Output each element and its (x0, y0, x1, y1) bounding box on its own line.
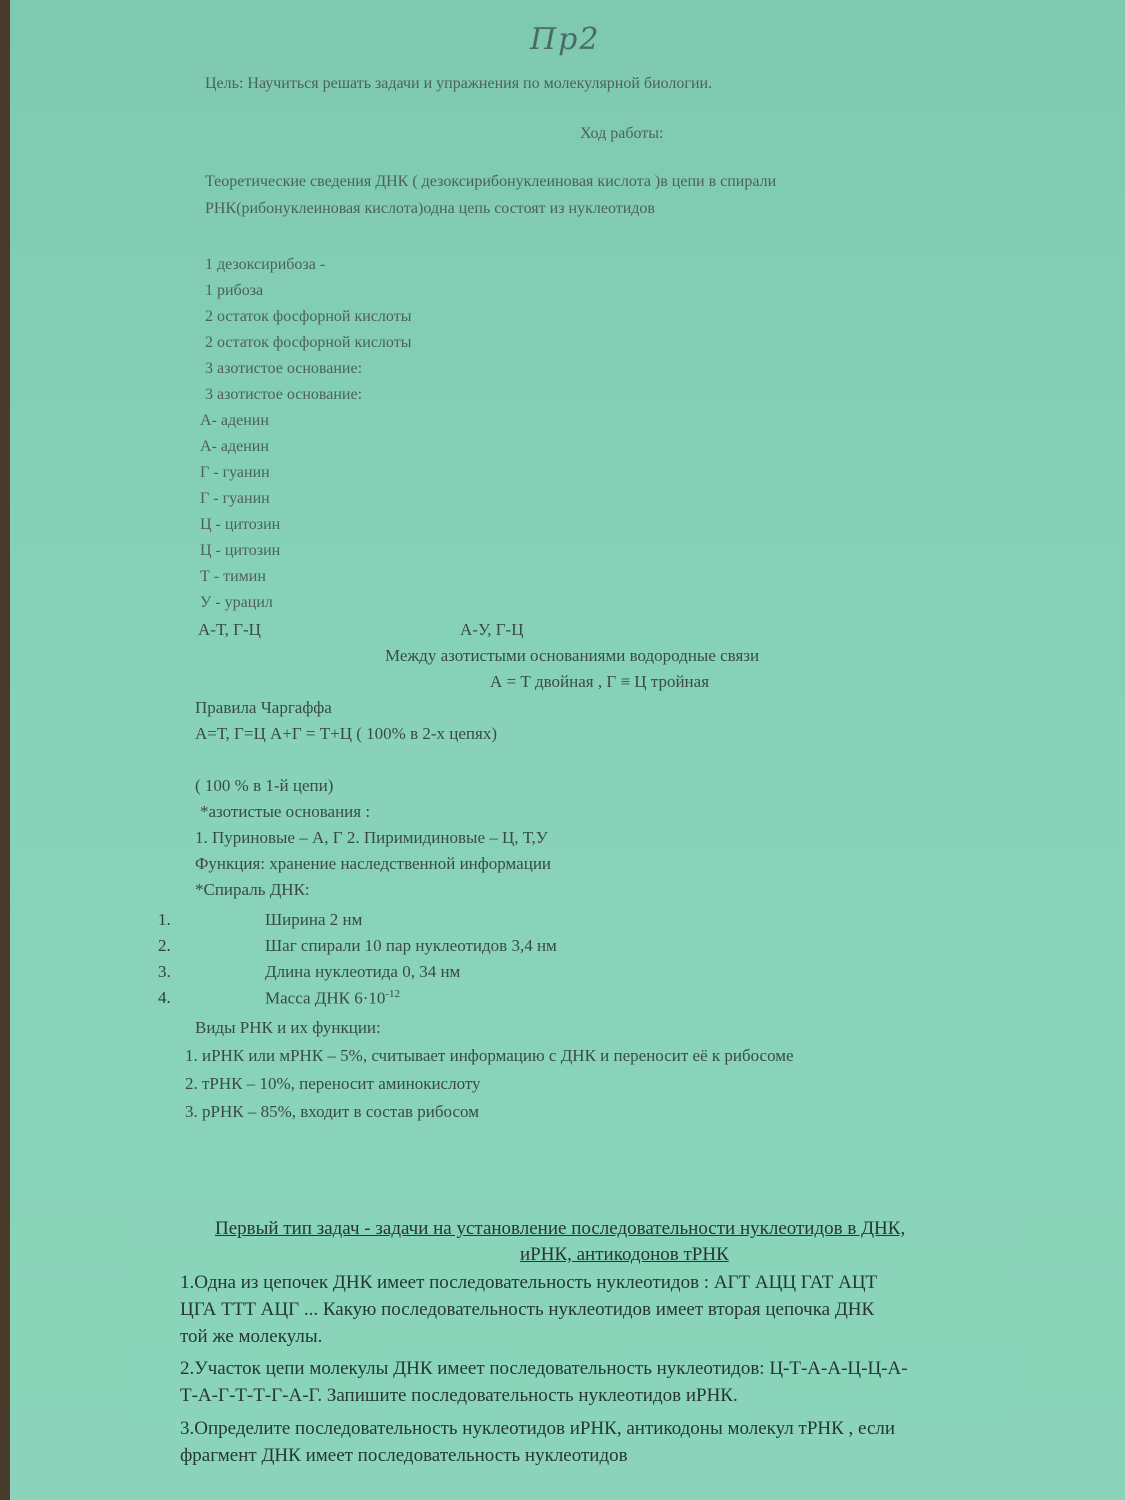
function-text: Функция: хранение наследственной информации (195, 854, 552, 873)
pairs-dna: А-Т, Г-Ц (198, 620, 261, 639)
task-line: 2.Участок цепи молекулы ДНК имеет последовательность нуклеотидов: Ц-Т-А-А-Ц-Ц-А- (180, 1358, 908, 1379)
spiral-item-text: Длина нуклеотида 0, 34 нм (265, 962, 461, 981)
component-item: Ц - цитозин (200, 516, 281, 533)
spiral-item-number: 4. (158, 988, 171, 1007)
spiral-item-number: 1. (158, 910, 171, 929)
task-line: Т-А-Г-Т-Т-Г-А-Г. Запишите последовательность нуклеотидов иРНК. (180, 1385, 738, 1406)
task-type-label: Первый тип задач (215, 1218, 360, 1239)
chargaff-rule: А=Т, Г=Ц А+Г = Т+Ц ( 100% в 2-х цепях) (195, 724, 497, 743)
spiral-item-number: 2. (158, 936, 171, 955)
component-item: А- аденин (200, 438, 269, 455)
component-item: 1 дезоксирибоза - (205, 256, 326, 273)
component-item: Г - гуанин (200, 464, 270, 481)
component-item: Т - тимин (200, 568, 266, 585)
theory-line-2: РНК(рибонуклеиновая кислота)одна цепь состоят из нуклеотидов (205, 200, 655, 217)
component-item: Г - гуанин (200, 490, 270, 507)
rna-item: 2. тРНК – 10%, переносит аминокислоту (185, 1074, 481, 1093)
document-page (10, 0, 1125, 1500)
spiral-mass-text: Масса ДНК 6·10 (265, 988, 386, 1008)
rna-item: 3. рРНК – 85%, входит в состав рибосом (185, 1102, 479, 1121)
goal-text: Цель: Научиться решать задачи и упражнения по молекулярной биологии. (205, 75, 713, 92)
component-item: А- аденин (200, 412, 269, 429)
component-item: 2 остаток фосфорной кислоты (205, 308, 412, 325)
bond-types-text: А = Т двойная , Г ≡ Ц тройная (490, 672, 710, 691)
component-item: 3 азотистое основание: (205, 386, 363, 403)
hydrogen-bonds-text: Между азотистыми основаниями водородные связи (385, 646, 760, 665)
spiral-item-text (265, 988, 400, 1009)
spiral-mass-exponent: -12 (385, 988, 401, 1000)
bases-types: 1. Пуриновые – А, Г 2. Пиримидиновые – Ц, Т,У (195, 828, 548, 847)
task-line: 1.Одна из цепочек ДНК имеет последовательность нуклеотидов : АГТ АЦЦ ГАТ АЦТ (180, 1272, 878, 1293)
bases-title: *азотистые основания : (200, 802, 371, 821)
pairs-rna: А-У, Г-Ц (460, 620, 524, 639)
task-line: фрагмент ДНК имеет последовательность нуклеотидов (180, 1445, 628, 1466)
task-type-description: - задачи на установление последовательности нуклеотидов в ДНК, (359, 1218, 906, 1239)
task-type-heading (215, 1218, 905, 1240)
one-chain-text: ( 100 % в 1-й цепи) (195, 776, 334, 795)
task-line: ЦГА ТТТ АЦГ ... Какую последовательность нуклеотидов имеет вторая цепочка ДНК (180, 1299, 875, 1320)
task-line: 3.Определите последовательность нуклеотидов иРНК, антикодоны молекул тРНК , если (180, 1418, 896, 1439)
task-type-heading-cont: иРНК, антикодонов тРНК (520, 1244, 729, 1265)
rna-item: 1. иРНК или мРНК – 5%, считывает информацию с ДНК и переносит её к рибосоме (185, 1046, 794, 1065)
rna-title: Виды РНК и их функции: (195, 1018, 381, 1037)
component-item: Ц - цитозин (200, 542, 281, 559)
component-item: 2 остаток фосфорной кислоты (205, 334, 412, 351)
work-heading: Ход работы: (580, 125, 664, 142)
theory-line-1: Теоретические сведения ДНК ( дезоксирибонуклеиновая кислота )в цепи в спирали (205, 173, 777, 190)
spiral-item-text: Ширина 2 нм (265, 910, 363, 929)
component-item: 3 азотистое основание: (205, 360, 363, 377)
spiral-item-number: 3. (158, 962, 171, 981)
spiral-item-text: Шаг спирали 10 пар нуклеотидов 3,4 нм (265, 936, 557, 955)
spiral-title: *Спираль ДНК: (195, 880, 310, 899)
chargaff-title: Правила Чаргаффа (195, 698, 332, 717)
component-item: 1 рибоза (205, 282, 264, 299)
component-item: У - урацил (200, 594, 273, 611)
handwritten-title: Пр2 (530, 22, 601, 57)
task-line: той же молекулы. (180, 1326, 323, 1347)
